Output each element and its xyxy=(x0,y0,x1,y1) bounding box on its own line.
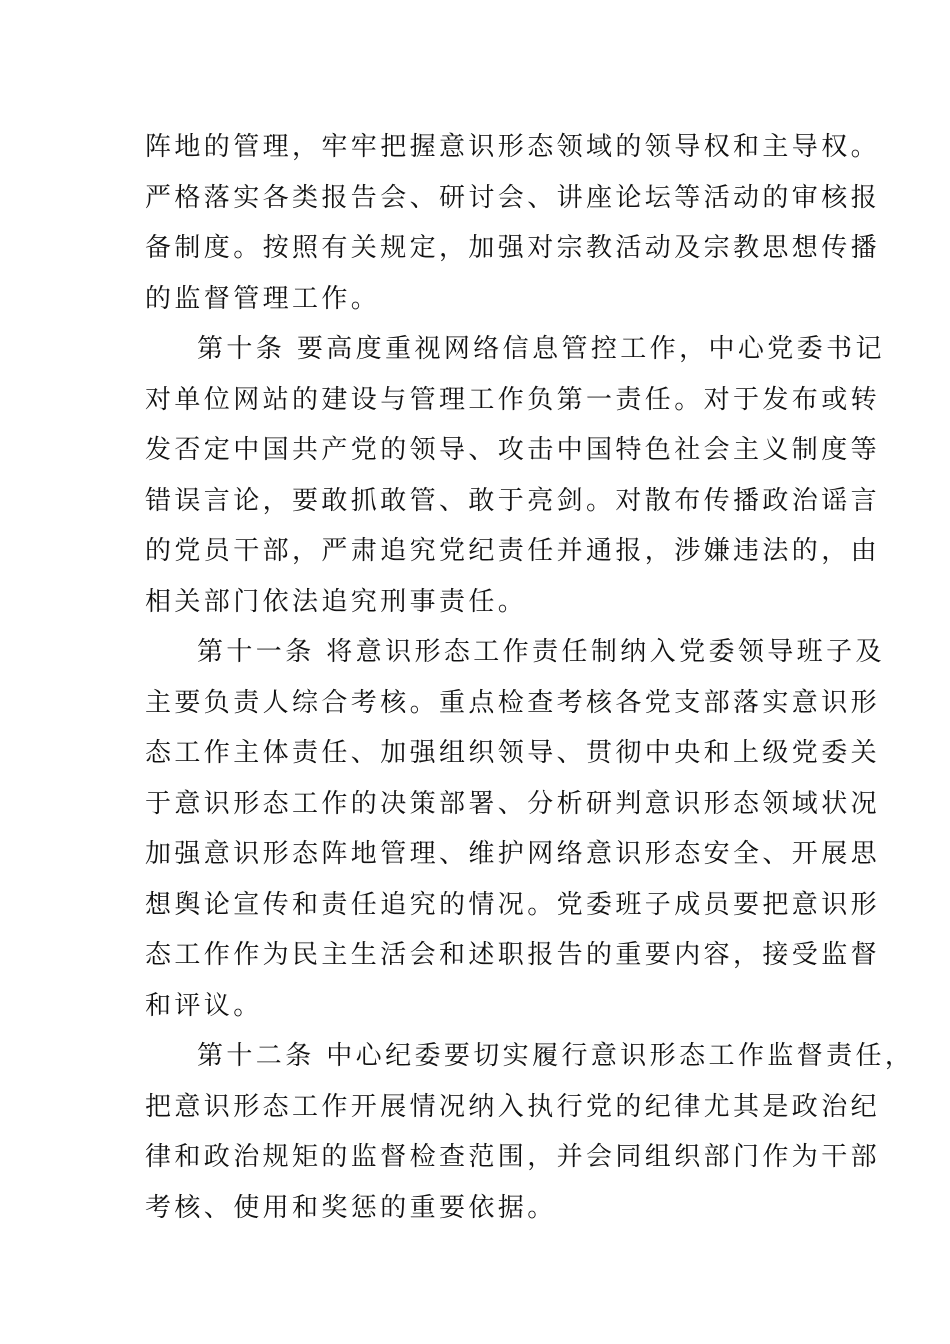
article-12-paragraph xyxy=(145,1031,915,1233)
document-body xyxy=(145,122,915,1233)
text-line: 把意识形态工作开展情况纳入执行党的纪律尤其是政治纪 xyxy=(145,1091,881,1122)
text-line: 于意识形态工作的决策部署、分析研判意识形态领域状况 xyxy=(145,788,881,819)
article-11-paragraph xyxy=(145,627,885,1031)
text-line: 加强意识形态阵地管理、维护网络意识形态安全、开展思 xyxy=(145,839,881,869)
text-line: 的监督管理工作。 xyxy=(145,283,381,314)
text-line: 态工作主体责任、加强组织领导、贯彻中央和上级党委关 xyxy=(145,738,881,768)
text-line: 阵地的管理，牢牢把握意识形态领域的领导权和主导权。 xyxy=(145,132,881,162)
text-line: 和评议。 xyxy=(145,990,263,1021)
text-line: 对单位网站的建设与管理工作负第一责任。对于发布或转 xyxy=(145,384,881,415)
text-line: 第十条 要高度重视网络信息管控工作，中心党委书记 xyxy=(197,334,885,364)
text-line: 的党员干部，严肃追究党纪责任并通报，涉嫌违法的，由 xyxy=(145,536,881,566)
text-line: 态工作作为民主生活会和述职报告的重要内容，接受监督 xyxy=(145,940,881,970)
paragraph-continuation xyxy=(145,122,881,324)
text-line: 错误言论，要敢抓敢管、敢于亮剑。对散布传播政治谣言 xyxy=(145,485,881,516)
text-line: 想舆论宣传和责任追究的情况。党委班子成员要把意识形 xyxy=(145,889,881,920)
text-line: 相关部门依法追究刑事责任。 xyxy=(145,586,528,617)
text-line: 律和政治规矩的监督检查范围，并会同组织部门作为干部 xyxy=(145,1142,881,1172)
text-line: 第十二条 中心纪委要切实履行意识形态工作监督责任， xyxy=(197,1041,915,1071)
text-line: 严格落实各类报告会、研讨会、讲座论坛等活动的审核报 xyxy=(145,182,881,213)
text-line: 考核、使用和奖惩的重要依据。 xyxy=(145,1192,557,1223)
text-line: 发否定中国共产党的领导、攻击中国特色社会主义制度等 xyxy=(145,435,881,465)
text-line: 第十一条 将意识形态工作责任制纳入党委领导班子及 xyxy=(197,637,885,667)
text-line: 备制度。按照有关规定，加强对宗教活动及宗教思想传播 xyxy=(145,233,881,263)
text-line: 主要负责人综合考核。重点检查考核各党支部落实意识形 xyxy=(145,687,881,718)
article-10-paragraph xyxy=(145,324,885,627)
